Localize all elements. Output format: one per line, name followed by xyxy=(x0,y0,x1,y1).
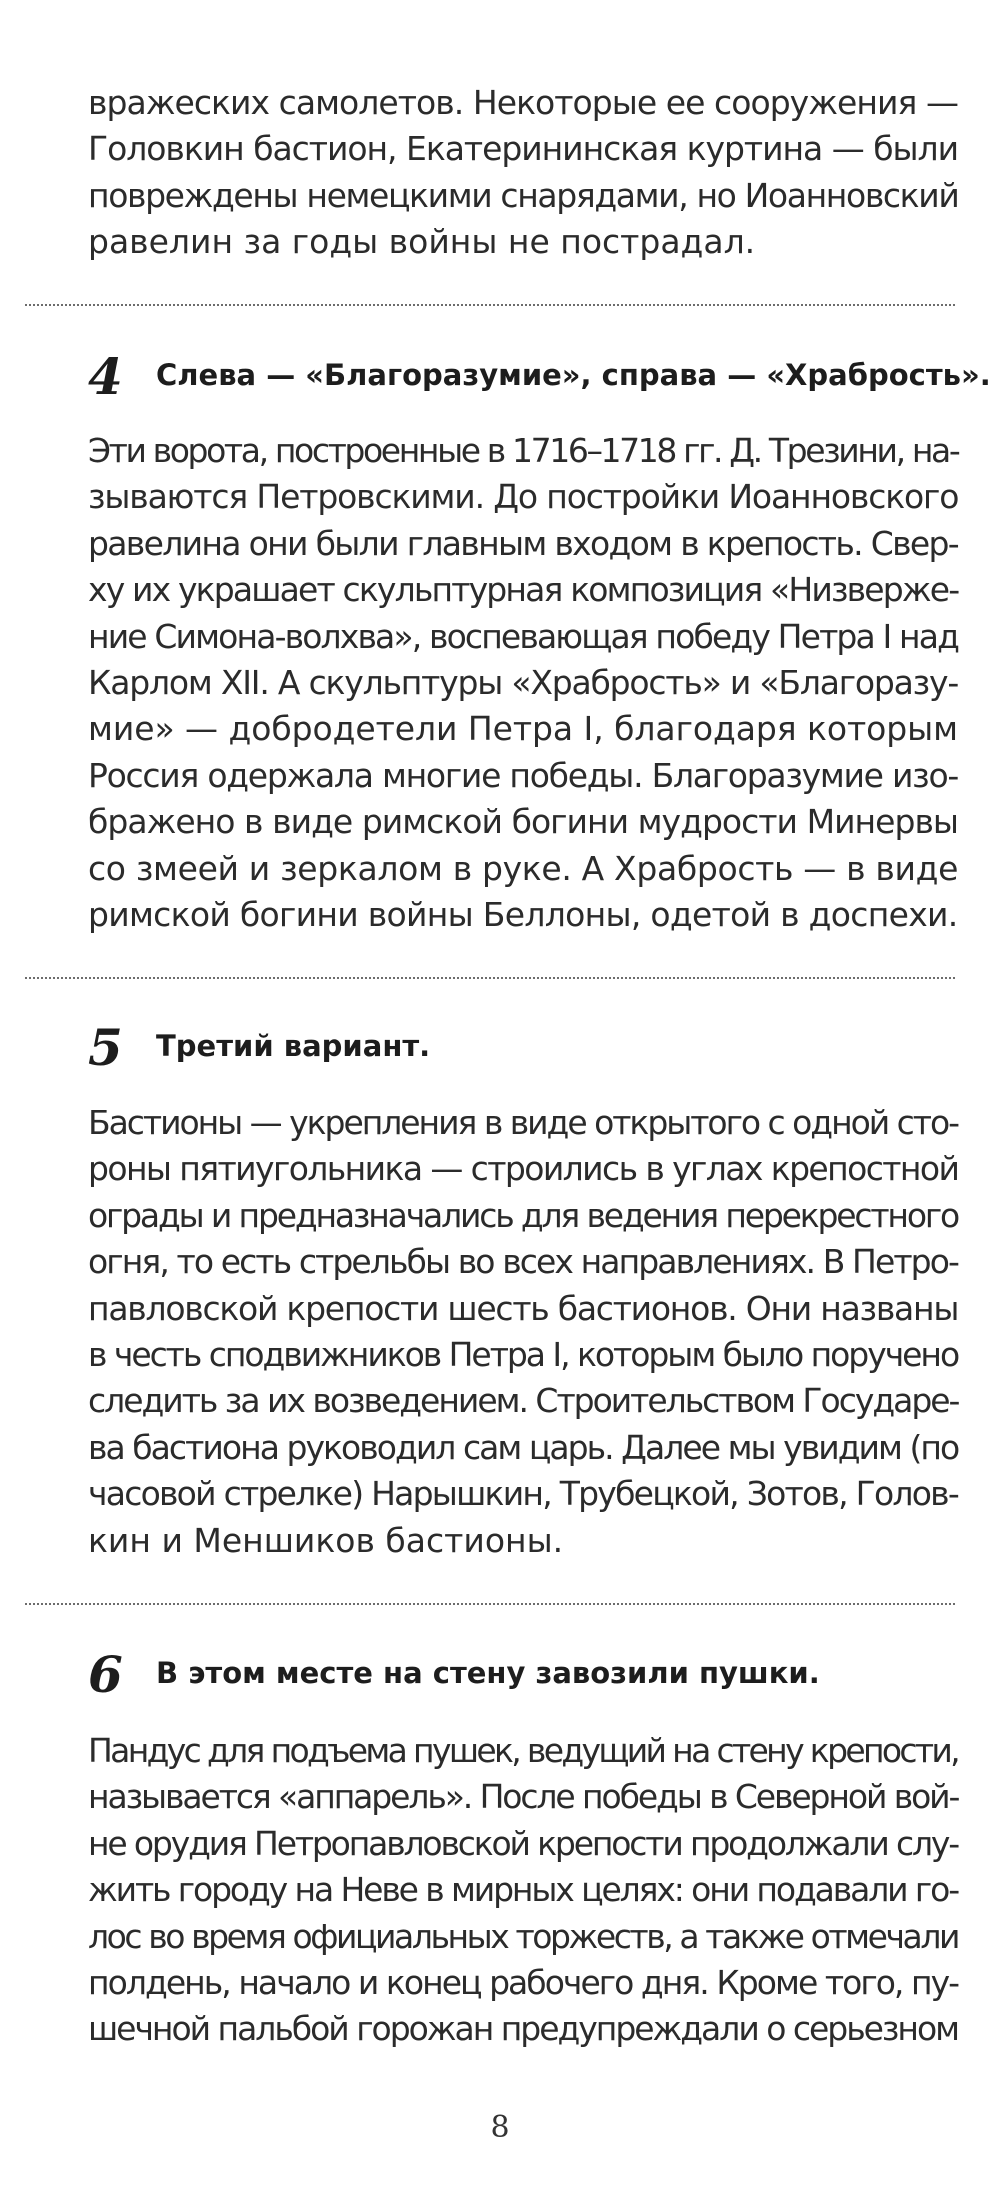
text-line: повреждены немецкими снарядами, но Иоанновский xyxy=(88,175,959,215)
text-line: равелина они были главным входом в крепость. Свер- xyxy=(88,523,958,563)
text-line: павловской крепости шесть бастионов. Они названы xyxy=(88,1288,959,1328)
text-line: Бастионы — укрепления в виде открытого с одной сто- xyxy=(88,1103,958,1142)
dotted-divider xyxy=(25,304,955,306)
section-paragraph xyxy=(88,1728,958,2053)
text-line: ху их украшает скульптурная композиция «Низверже- xyxy=(88,570,959,610)
text-line: ние Симона-волхва», воспевающая победу Петра I над xyxy=(88,616,959,656)
text-line: вражеских самолетов. Некоторые ее сооружения — xyxy=(88,83,958,122)
text-line: полдень, начало и конец рабочего дня. Кроме того, пу- xyxy=(88,1963,959,2003)
intro-paragraph xyxy=(88,80,958,266)
text-line: зываются Петровскими. До постройки Иоанновского xyxy=(88,477,959,517)
section-paragraph xyxy=(88,1100,958,1564)
text-line: ограды и предназначались для ведения перекрестного xyxy=(88,1195,958,1235)
text-line: следить за их возведением. Строительством Государе- xyxy=(88,1381,959,1421)
answer-heading: В этом месте на стену завозили пушки. xyxy=(156,1656,820,1690)
answer-heading: Слева — «Благоразумие», справа — «Храбрость». xyxy=(156,358,991,392)
text-line: жить городу на Неве в мирных целях: они подавали го- xyxy=(88,1870,958,1910)
answer-number: 4 xyxy=(88,347,123,406)
text-line: римской богини войны Беллоны, одетой в доспехи. xyxy=(88,895,958,935)
text-line: называется «аппарель». После победы в Северной вой- xyxy=(88,1777,959,1817)
text-line: Россия одержала многие победы. Благоразумие изо- xyxy=(88,755,958,795)
answer-heading: Третий вариант. xyxy=(156,1029,431,1063)
text-line: ва бастиона руководил сам царь. Далее мы увидим (по xyxy=(88,1427,959,1467)
text-line: кин и Меншиков бастионы. xyxy=(88,1520,564,1560)
text-line: Пандус для подъема пушек, ведущий на стену крепости, xyxy=(88,1731,958,1770)
text-line: в честь сподвижников Петра I, которым было поручено xyxy=(88,1335,959,1375)
section-paragraph xyxy=(88,428,958,938)
text-line: роны пятиугольника — строились в углах крепостной xyxy=(88,1149,959,1189)
dotted-divider xyxy=(25,1603,955,1605)
text-line: не орудия Петропавловской крепости продолжали слу- xyxy=(88,1823,959,1863)
dotted-divider xyxy=(25,977,955,979)
answer-number: 5 xyxy=(88,1018,123,1077)
text-line: со змеей и зеркалом в руке. А Храбрость — в виде xyxy=(88,848,959,888)
text-line: Головкин бастион, Екатерининская куртина — были xyxy=(88,129,958,169)
page-number: 8 xyxy=(490,2110,510,2145)
text-line: шечной пальбой горожан предупреждали о серьезном xyxy=(88,2009,959,2049)
text-line: бражено в виде римской богини мудрости Минервы xyxy=(88,802,958,842)
text-line: Карлом XII. А скульптуры «Храбрость» и «Благоразу- xyxy=(88,663,959,703)
text-line: мие» — добродетели Петра I, благодаря которым xyxy=(88,709,958,749)
text-line: огня, то есть стрельбы во всех направлениях. В Петро- xyxy=(88,1242,958,1282)
text-line: Эти ворота, построенные в 1716–1718 гг. Д. Трезини, на- xyxy=(88,431,959,470)
text-line: часовой стрелке) Нарышкин, Трубецкой, Зотов, Голов- xyxy=(88,1474,958,1514)
text-line: равелин за годы войны не пострадал. xyxy=(88,222,756,262)
text-line: лос во время официальных торжеств, а также отмечали xyxy=(88,1916,958,1956)
answer-number: 6 xyxy=(88,1645,123,1704)
